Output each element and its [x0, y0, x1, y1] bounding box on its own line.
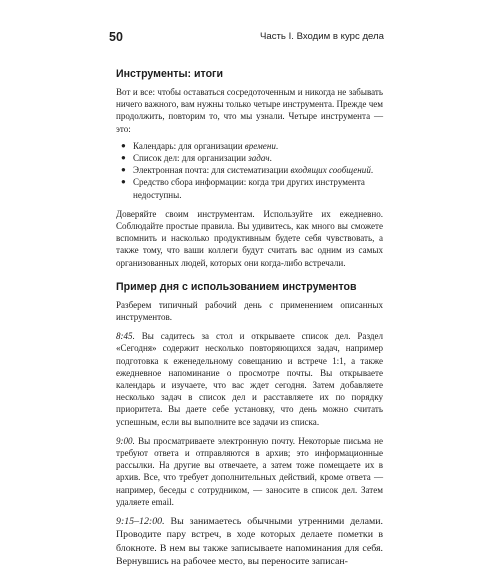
- bullet-icon: ●: [121, 177, 126, 187]
- schedule-entry: 9:15–12:00. Вы занимаетесь обычными утренними делами. Проводите пару встреч, в ходе которых делаете пометки в блокноте. В нем вы также записываете напоминания для себя. Вернувшись на рабочее место, вы переносите записан-: [116, 516, 383, 567]
- paragraph-day-intro: Разберем типичный рабочий день с применением описанных инструментов.: [116, 299, 383, 323]
- list-item: ● Календарь: для организации времени.: [121, 140, 279, 151]
- section-heading-tools-summary: Инструменты: итоги: [116, 68, 223, 80]
- list-item: ● Средство сбора информации: когда три других инструмента недоступны.: [121, 177, 365, 200]
- page-number: 50: [109, 30, 123, 44]
- section-heading-day-example: Пример дня с использованием инструментов: [116, 280, 357, 293]
- paragraph-intro: Вот и все: чтобы оставаться сосредоточенным и никогда не забывать ничего важного, вам нужны только четыре инструмента. Прежде чем продолжить, повторим то, что мы узнали. Четыре инструмента — это:: [116, 87, 383, 134]
- page-header: [109, 30, 384, 46]
- time-stamp: 9:00.: [116, 435, 135, 446]
- bullet-icon: ●: [121, 153, 126, 163]
- list-item: ● Список дел: для организации задач.: [121, 153, 272, 164]
- bullet-icon: ●: [121, 165, 126, 175]
- schedule-entry: 8:45. Вы садитесь за стол и открываете список дел. Раздел «Сегодня» содержит несколько повторяющихся задач, например подготовка к еженедельному совещанию и встрече 1:1, а также ежедневное напоминание о просмотре почты. Вы открываете календарь и изучаете, что вас ждет сегодня. Затем добавляете несколько задач в список дел и расставляете их по порядку приоритета. Вы даете себе установку, что день можно считать успешным, если вы выполните все задачи из списка.: [116, 331, 383, 427]
- page-body: [116, 68, 383, 568]
- list-item: ● Электронная почта: для систематизации входящих сообщений.: [121, 165, 374, 176]
- time-stamp: 9:15–12:00.: [116, 516, 165, 528]
- bullet-icon: ●: [121, 140, 126, 150]
- running-title: Часть I. Входим в курс дела: [259, 31, 384, 42]
- schedule-entries: [116, 330, 383, 568]
- schedule-entry: 9:00. Вы просматриваете электронную почту. Некоторые письма не требуют ответа и отправляются в архив; это информационные рассылки. На другие вы отвечаете, а затем тоже помещаете их в архив. Все, что требует дополнительных действий, кроме ответа — например, беседы с сотрудником, — заносите в список дел. Затем удаляете email.: [116, 435, 383, 507]
- paragraph-conclusion: Доверяйте своим инструментам. Используйте их ежедневно. Соблюдайте простые правила. Вы удивитесь, как много вы сможете вспомнить и насколько продуктивным будете себя чувствовать, а также тому, что ваши коллеги будут считать вас одним из самых организованных людей, которых они когда-либо встречали.: [116, 208, 383, 268]
- tools-list: [116, 140, 383, 201]
- time-stamp: 8:45.: [116, 331, 135, 342]
